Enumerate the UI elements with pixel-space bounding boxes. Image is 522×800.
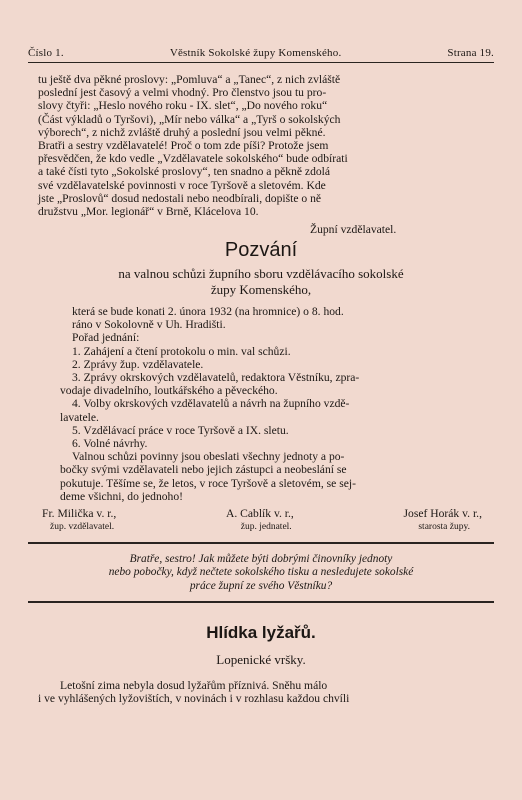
issue-number: Číslo 1. (28, 47, 64, 59)
callout-box (40, 553, 482, 593)
text-line: lavatele. (60, 410, 99, 424)
text-line: 1. Zahájení a čtení protokolu o min. val schůzi. (72, 344, 291, 358)
signatory-names (42, 507, 482, 520)
text-line: výborech“, z nichž zvláště druhý a poslední jsou velmi pěkné. (38, 125, 326, 139)
signatory-name: Josef Horák v. r., (403, 507, 482, 520)
journal-title: Věstník Sokolské župy Komenského. (169, 47, 342, 59)
callout-line: Bratře, sestro! Jak můžete býti dobrými činovníky jednoty (129, 553, 393, 565)
divider-top (28, 542, 494, 544)
text-line: 2. Zprávy žup. vzdělavatele. (72, 357, 204, 371)
text-line: Pořad jednání: (72, 331, 140, 345)
text-line: své vzdělavatelské povinnosti v roce Tyršově a sletovém. Kde (38, 178, 326, 192)
subtitle-line: župy Komenského, (210, 282, 312, 297)
text-line: poslední jest časový a velmi vhodný. Pro členstvo jsou tu pro- (38, 86, 327, 100)
text-line: bočky svými vzdělavateli nebo jejich zástupci a neobeslání se (60, 463, 347, 477)
text-line: 3. Zprávy okrskových vzdělavatelů, redaktora Věstníku, zpra- (72, 371, 360, 385)
text-line: (Část výkladů o Tyršovi), „Mír nebo válka“ a „Tyrš o sokolských (38, 112, 341, 126)
text-line: vodaje divadelního, loutkářského a pěveckého. (60, 384, 278, 398)
page-number: Strana 19. (447, 47, 494, 59)
text-line: Bratři a sestry vzdělavatelé! Proč o tom zde píši? Protože jsem (38, 139, 329, 153)
text-line: Letošní zima nebyla dosud lyžařům příznivá. Sněhu málo (60, 679, 328, 692)
invitation-title: Pozvání (224, 239, 298, 261)
text-line: i ve vyhlášených lyžovištích, v novinách i v rozhlasu každou chvíli (38, 692, 350, 706)
text-line: slovy čtyři: „Heslo nového roku - IX. slet“, „Do nového roku“ (38, 99, 328, 113)
signatory-role: starosta župy. (418, 522, 470, 532)
invitation-subtitle (0, 266, 522, 298)
callout-line: práce župní ze svého Věstníku? (189, 579, 333, 592)
signatory-role: žup. jednatel. (240, 522, 292, 532)
text-line: 4. Volby okrskových vzdělavatelů a návrh na župního vzdě- (72, 397, 350, 411)
text-line: jste „Proslovů“ dosud nedostali nebo neodbírali, dopište o ně (38, 191, 322, 205)
page-header (28, 47, 494, 59)
header-rule (28, 62, 494, 63)
text-line: pokutuje. Těšíme se, že letos, v roce Tyršově a sletovém, se sej- (60, 476, 356, 490)
signatory-name: A. Cablík v. r., (225, 507, 294, 520)
intro-signature: Župní vzdělavatel. (310, 223, 397, 236)
text-line: Valnou schůzi povinny jsou obeslati všechny jednoty a po- (72, 450, 345, 464)
divider-bottom (28, 601, 494, 603)
invitation-body (38, 305, 484, 503)
signatory-roles (50, 522, 470, 532)
ski-paragraph (38, 679, 484, 705)
callout-line: nebo pobočky, když nečtete sokolského tisku a nesledujete sokolské (108, 566, 414, 579)
ski-subtitle: Lopenické vršky. (216, 652, 306, 667)
text-line: která se bude konati 2. února 1932 (na hromnice) o 8. hod. (72, 305, 344, 318)
text-line: deme všichni, do jednoho! (60, 489, 183, 503)
text-line: přesvědčen, že kdo vedle „Vzdělavatele sokolského“ bude odbírati (38, 152, 348, 166)
text-line: družstvu „Mor. legionář“ v Brně, Klácelova 10. (38, 205, 259, 219)
ski-title: Hlídka lyžařů. (206, 623, 316, 642)
intro-paragraph (38, 73, 484, 218)
subtitle-line: na valnou schůzi župního sboru vzdělávacího sokolské (118, 266, 404, 281)
signatory-name: Fr. Milička v. r., (42, 507, 117, 520)
text-line: ráno v Sokolovně v Uh. Hradišti. (72, 318, 226, 332)
text-line: a také čísti tyto „Sokolské proslovy“, ten snadno a pěkně zdolá (38, 165, 331, 179)
text-line: tu ještě dva pěkné proslovy: „Pomluva“ a „Tanec“, z nich zvláště (38, 73, 341, 86)
signatory-role: žup. vzdělavatel. (50, 522, 115, 532)
text-line: 5. Vzdělávací práce v roce Tyršově a IX. sletu. (72, 423, 289, 437)
text-line: 6. Volné návrhy. (72, 437, 148, 451)
